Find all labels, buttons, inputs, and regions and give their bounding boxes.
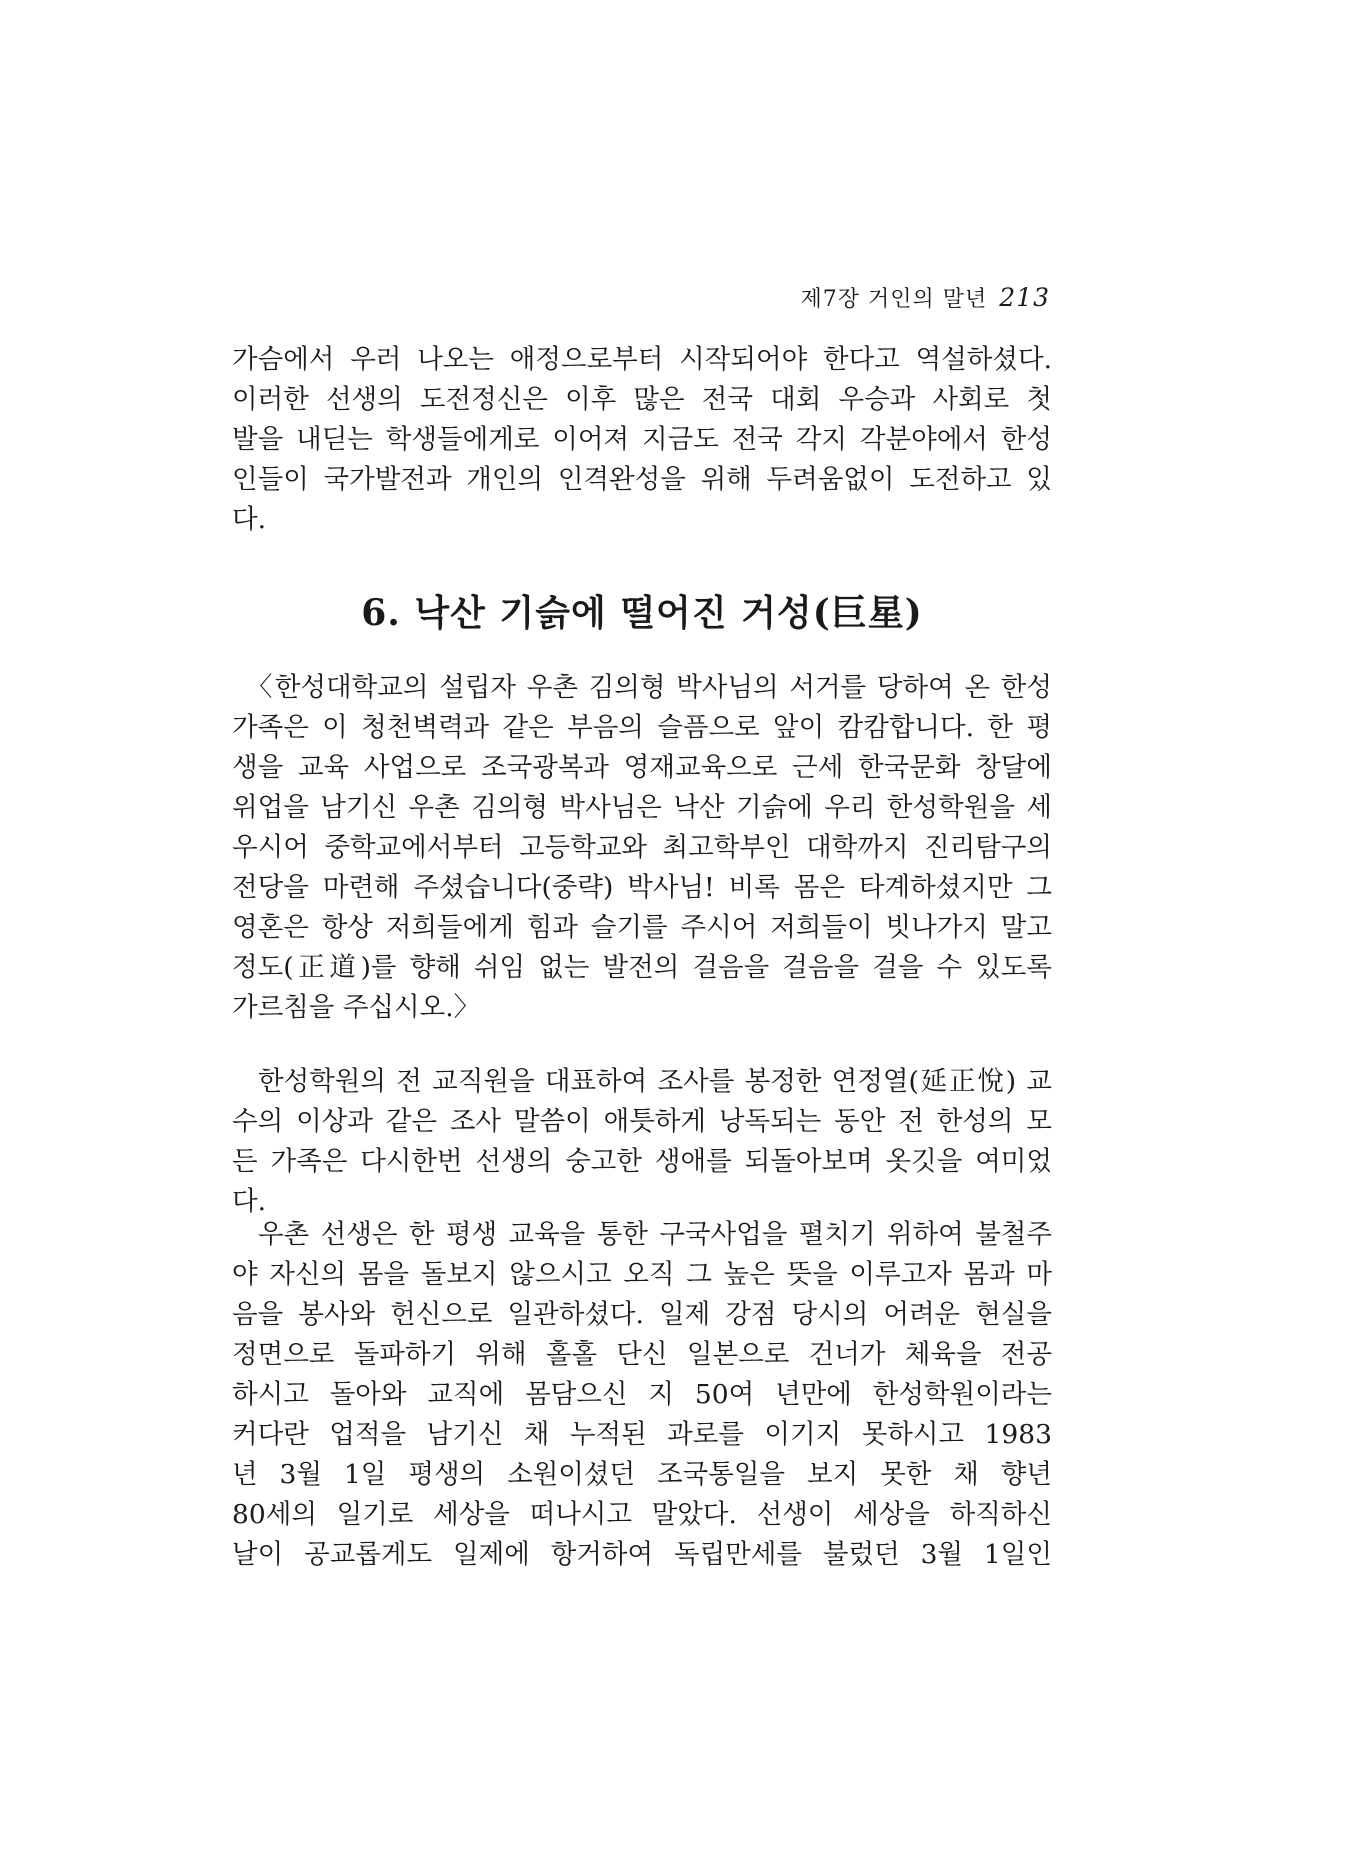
text-line: 한성학원의 전 교직원을 대표하여 조사를 봉정한 연정열(延正悅) 교 <box>258 1066 1052 1097</box>
text-line: 야 자신의 몸을 돌보지 않으시고 오직 그 높은 뜻을 이루고자 몸과 마 <box>232 1259 1052 1290</box>
text-line: 날이 공교롭게도 일제에 항거하여 독립만세를 불렀던 3월 1일인 <box>232 1539 1052 1570</box>
text-line: 년 3월 1일 평생의 소원이셨던 조국통일을 보지 못한 채 향년 <box>232 1459 1052 1490</box>
eulogy-quote <box>232 668 1052 1028</box>
text-line: 가르침을 주십시오.〉 <box>232 992 481 1023</box>
page-number: 213 <box>999 283 1050 312</box>
text-line: 위업을 남기신 우촌 김의형 박사님은 낙산 기슭에 우리 한성학원을 세 <box>232 792 1052 823</box>
text-line: 하시고 돌아와 교직에 몸담으신 지 50여 년만에 한성학원이라는 <box>232 1379 1052 1410</box>
text-line: 전당을 마련해 주셨습니다(중략) 박사님! 비록 몸은 타계하셨지만 그 <box>232 872 1052 903</box>
text-line: 인들이 국가발전과 개인의 인격완성을 위해 두려움없이 도전하고 있 <box>232 464 1052 495</box>
text-line: 정면으로 돌파하기 위해 홀홀 단신 일본으로 건너가 체육을 전공 <box>232 1339 1052 1370</box>
text-line: 다. <box>232 504 267 535</box>
text-line: 〈한성대학교의 설립자 우촌 김의형 박사님의 서거를 당하여 온 한성 <box>246 672 1052 703</box>
text-line: 생을 교육 사업으로 조국광복과 영재교육으로 근세 한국문화 창달에 <box>232 752 1052 783</box>
text-line: 든 가족은 다시한번 선생의 숭고한 생애를 되돌아보며 옷깃을 여미었 <box>232 1146 1052 1177</box>
text-line: 발을 내딛는 학생들에게로 이어져 지금도 전국 각지 각분야에서 한성 <box>232 424 1052 455</box>
text-line: 커다란 업적을 남기신 채 누적된 과로를 이기지 못하시고 1983 <box>232 1419 1052 1450</box>
running-header <box>760 282 1050 313</box>
text-line: 가족은 이 청천벽력과 같은 부음의 슬픔으로 앞이 캄캄합니다. 한 평 <box>232 712 1052 743</box>
section-heading: 6. 낙산 기슭에 떨어진 거성(巨星) <box>361 592 923 634</box>
paragraph-3 <box>232 1215 1052 1575</box>
text-line: 영혼은 항상 저희들에게 힘과 슬기를 주시어 저희들이 빗나가지 말고 <box>232 912 1052 943</box>
text-line: 수의 이상과 같은 조사 말씀이 애틋하게 낭독되는 동안 전 한성의 모 <box>232 1106 1052 1137</box>
text-line: 80세의 일기로 세상을 떠나시고 말았다. 선생이 세상을 하직하신 <box>232 1499 1052 1530</box>
paragraph-2 <box>232 1062 1052 1222</box>
text-line: 음을 봉사와 헌신으로 일관하셨다. 일제 강점 당시의 어려운 현실을 <box>232 1299 1052 1330</box>
text-line: 우시어 중학교에서부터 고등학교와 최고학부인 대학까지 진리탐구의 <box>232 832 1052 863</box>
text-line: 다. <box>232 1186 267 1217</box>
text-line: 정도(正道)를 향해 쉬임 없는 발전의 걸음을 걸음을 걸을 수 있도록 <box>232 952 1052 983</box>
chapter-title: 제7장 거인의 말년 <box>800 287 988 312</box>
paragraph-1 <box>232 340 1052 540</box>
text-line: 이러한 선생의 도전정신은 이후 많은 전국 대회 우승과 사회로 첫 <box>232 384 1052 415</box>
text-line: 가슴에서 우러 나오는 애정으로부터 시작되어야 한다고 역설하셨다. <box>232 344 1052 375</box>
text-line: 우촌 선생은 한 평생 교육을 통한 구국사업을 펼치기 위하여 불철주 <box>258 1219 1052 1250</box>
